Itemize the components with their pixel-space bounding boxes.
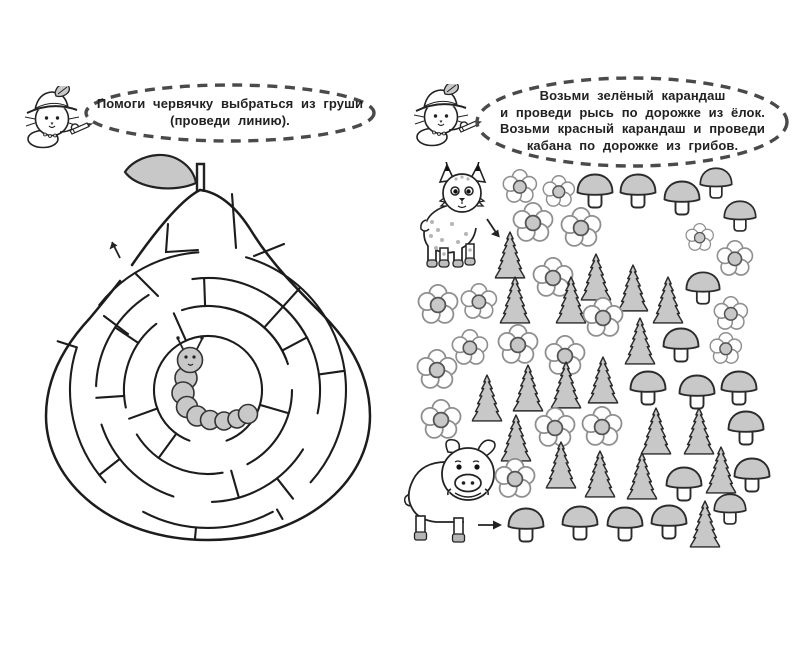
pear-outline [46,190,370,540]
instruction-text [490,88,775,154]
pear-stem [197,164,204,192]
right-page [400,0,800,655]
pear-leaf [125,155,196,188]
boar-start-arrow [476,517,504,533]
lynx-start-arrow [483,216,507,244]
exit-arrow [110,242,121,258]
instruction-line: Помоги червячку выбраться из груши [96,96,364,111]
instruction-line: кабана по дорожке из грибов. [526,137,739,153]
instruction-line: (проведи линию). [170,112,290,128]
instruction-line: Возьми зелёный карандаш [539,88,726,103]
instruction-line: Возьми красный карандаш и проведи [500,121,765,136]
instruction-line: и проведи рысь по дорожке из ёлок. [500,104,765,120]
instruction-text [95,96,365,129]
pear-maze[interactable] [40,148,380,584]
maze-upper-walls [104,194,284,334]
